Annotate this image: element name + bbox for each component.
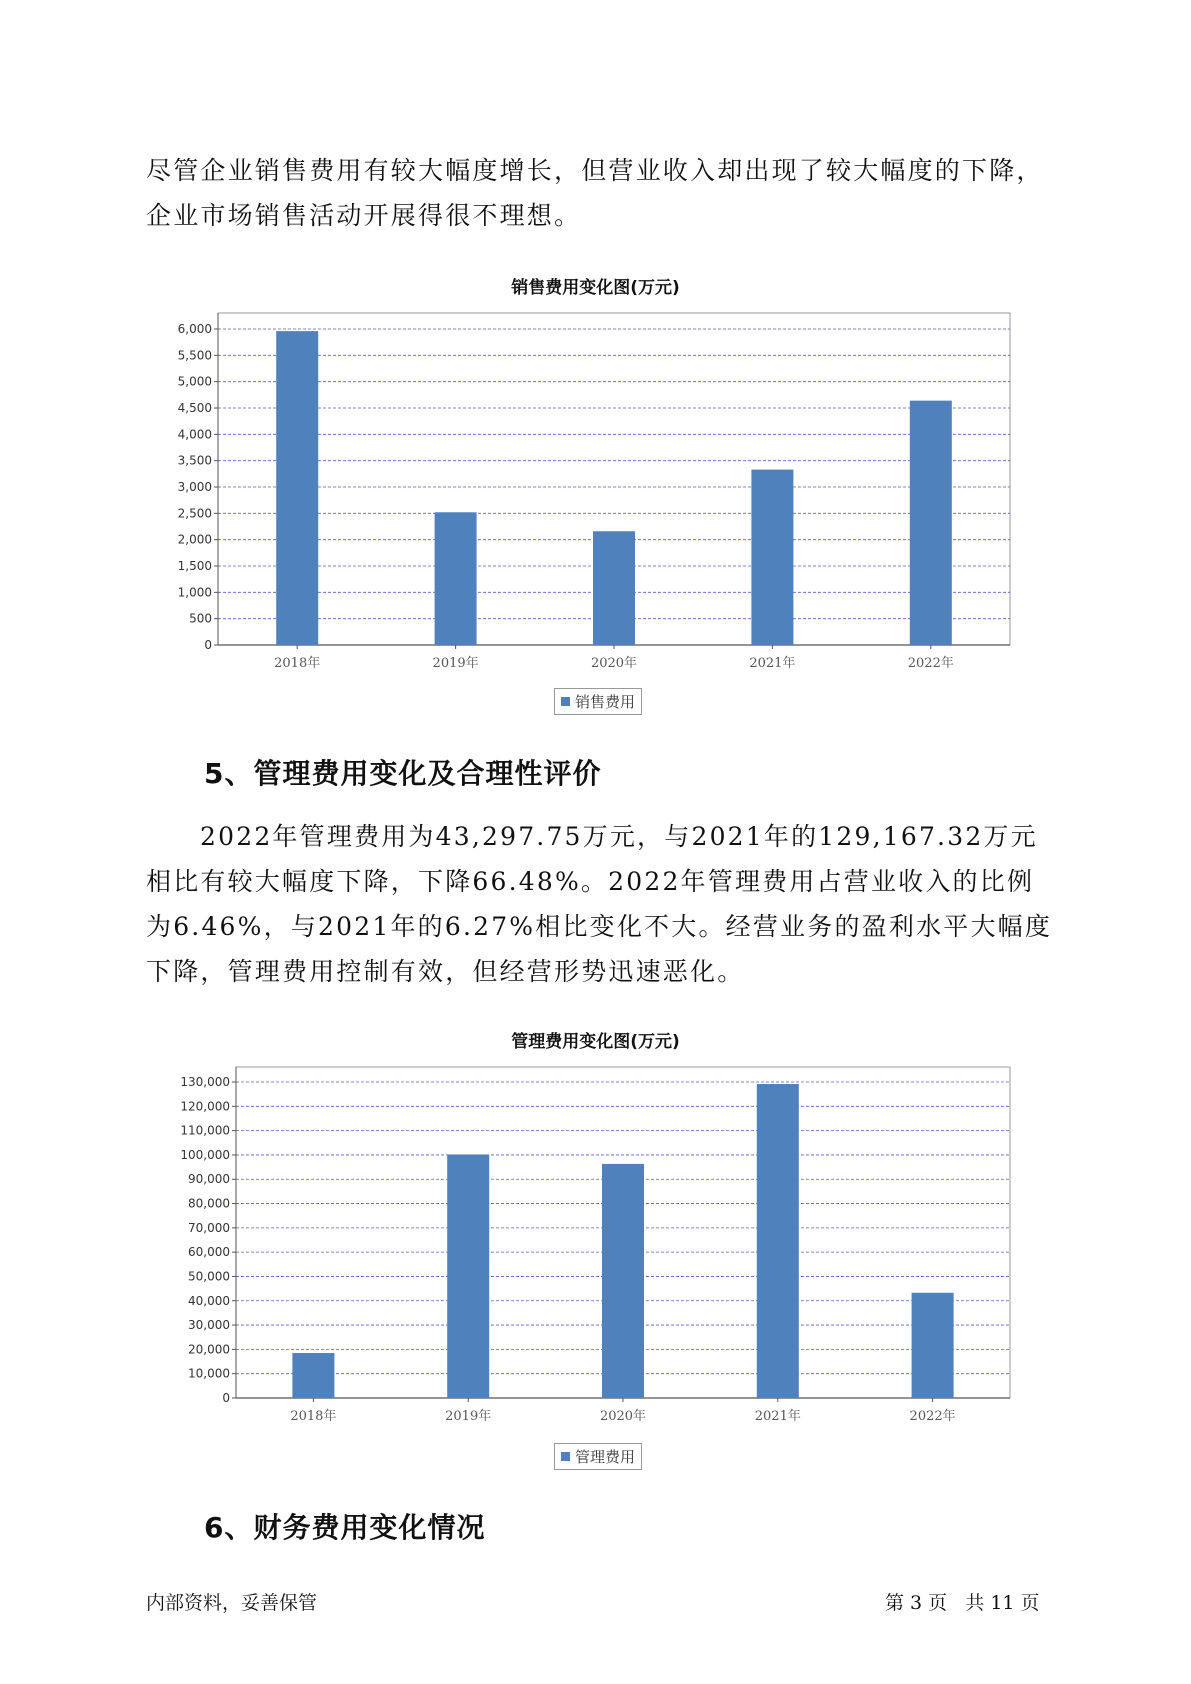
x-tick-label: 2020年 xyxy=(599,1409,647,1424)
section6-heading: 6、财务费用变化情况 xyxy=(204,1511,486,1544)
y-tick-label: 3,000 xyxy=(177,480,212,494)
y-tick-label: 6,000 xyxy=(177,322,212,336)
legend-swatch-icon xyxy=(561,1452,570,1461)
x-tick-label: 2018年 xyxy=(274,656,321,671)
bar xyxy=(910,401,952,645)
bar xyxy=(435,512,477,645)
bar xyxy=(447,1154,489,1398)
legend-label: 管理费用 xyxy=(575,1448,636,1466)
legend-swatch-icon xyxy=(561,697,570,706)
y-tick-label: 0 xyxy=(204,638,212,652)
y-tick-label: 100,000 xyxy=(180,1147,230,1162)
y-tick-label: 110,000 xyxy=(180,1123,230,1138)
bar xyxy=(593,531,635,645)
bar xyxy=(751,470,793,645)
y-tick-label: 40,000 xyxy=(188,1293,230,1308)
legend-sales-expense xyxy=(554,688,642,715)
x-tick-label: 2020年 xyxy=(590,656,638,671)
x-tick-label: 2021年 xyxy=(754,1409,801,1424)
y-tick-label: 70,000 xyxy=(188,1220,230,1235)
y-tick-label: 3,500 xyxy=(177,453,212,468)
y-tick-label: 0 xyxy=(222,1391,230,1405)
bar xyxy=(757,1084,799,1398)
y-tick-label: 60,000 xyxy=(188,1245,230,1260)
y-tick-label: 20,000 xyxy=(188,1342,230,1357)
y-tick-label: 120,000 xyxy=(180,1099,230,1114)
y-tick-label: 30,000 xyxy=(188,1318,230,1333)
y-tick-label: 130,000 xyxy=(180,1075,230,1089)
x-tick-label: 2019年 xyxy=(445,1409,492,1424)
legend-label: 销售费用 xyxy=(575,693,636,711)
y-tick-label: 80,000 xyxy=(188,1196,230,1211)
bar xyxy=(912,1293,954,1398)
footer-page-number: 第 3 页 共 11 页 xyxy=(885,1592,1040,1614)
y-tick-label: 500 xyxy=(189,611,212,626)
section5-heading: 5、管理费用变化及合理性评价 xyxy=(204,757,602,790)
sales-expense-chart xyxy=(0,300,1191,680)
x-tick-label: 2021年 xyxy=(749,656,796,671)
chart-title-admin-expense: 管理费用变化图(万元) xyxy=(511,1032,680,1052)
y-tick-label: 1,000 xyxy=(177,585,212,600)
y-tick-label: 2,500 xyxy=(177,506,212,521)
y-tick-label: 1,500 xyxy=(177,559,212,573)
y-tick-label: 2,000 xyxy=(177,532,212,547)
admin-expense-chart xyxy=(0,1055,1191,1435)
x-tick-label: 2018年 xyxy=(290,1409,337,1424)
x-tick-label: 2022年 xyxy=(909,1409,956,1424)
y-tick-label: 90,000 xyxy=(188,1172,230,1187)
intro-paragraph: 尽管企业销售费用有较大幅度增长，但营业收入却出现了较大幅度的下降，企业市场销售活动开展得很不理想。 xyxy=(146,156,1044,230)
bar xyxy=(276,331,318,645)
x-tick-label: 2022年 xyxy=(907,656,954,671)
chart-title-sales-expense: 销售费用变化图(万元) xyxy=(511,278,680,298)
y-tick-label: 5,000 xyxy=(177,374,212,389)
y-tick-label: 4,500 xyxy=(177,401,212,415)
y-tick-label: 10,000 xyxy=(188,1366,230,1381)
bar xyxy=(292,1353,334,1398)
x-tick-label: 2019年 xyxy=(432,656,479,671)
footer-confidential: 内部资料，妥善保管 xyxy=(146,1592,318,1614)
y-tick-label: 4,000 xyxy=(177,427,212,442)
y-tick-label: 50,000 xyxy=(188,1269,230,1284)
section5-paragraph: 2022年管理费用为43,297.75万元，与2021年的129,167.32万元相比有较大幅度下降，下降66.48%。2022年管理费用占营业收入的比例为6.46%，与2021年的6.27%相比变化不大。经营业务的盈利水平大幅度下降，管理费用控制有效，但经营形势迅速恶化。 xyxy=(146,822,1053,986)
y-tick-label: 5,500 xyxy=(177,348,212,363)
bar xyxy=(602,1164,644,1398)
legend-admin-expense xyxy=(554,1443,642,1470)
